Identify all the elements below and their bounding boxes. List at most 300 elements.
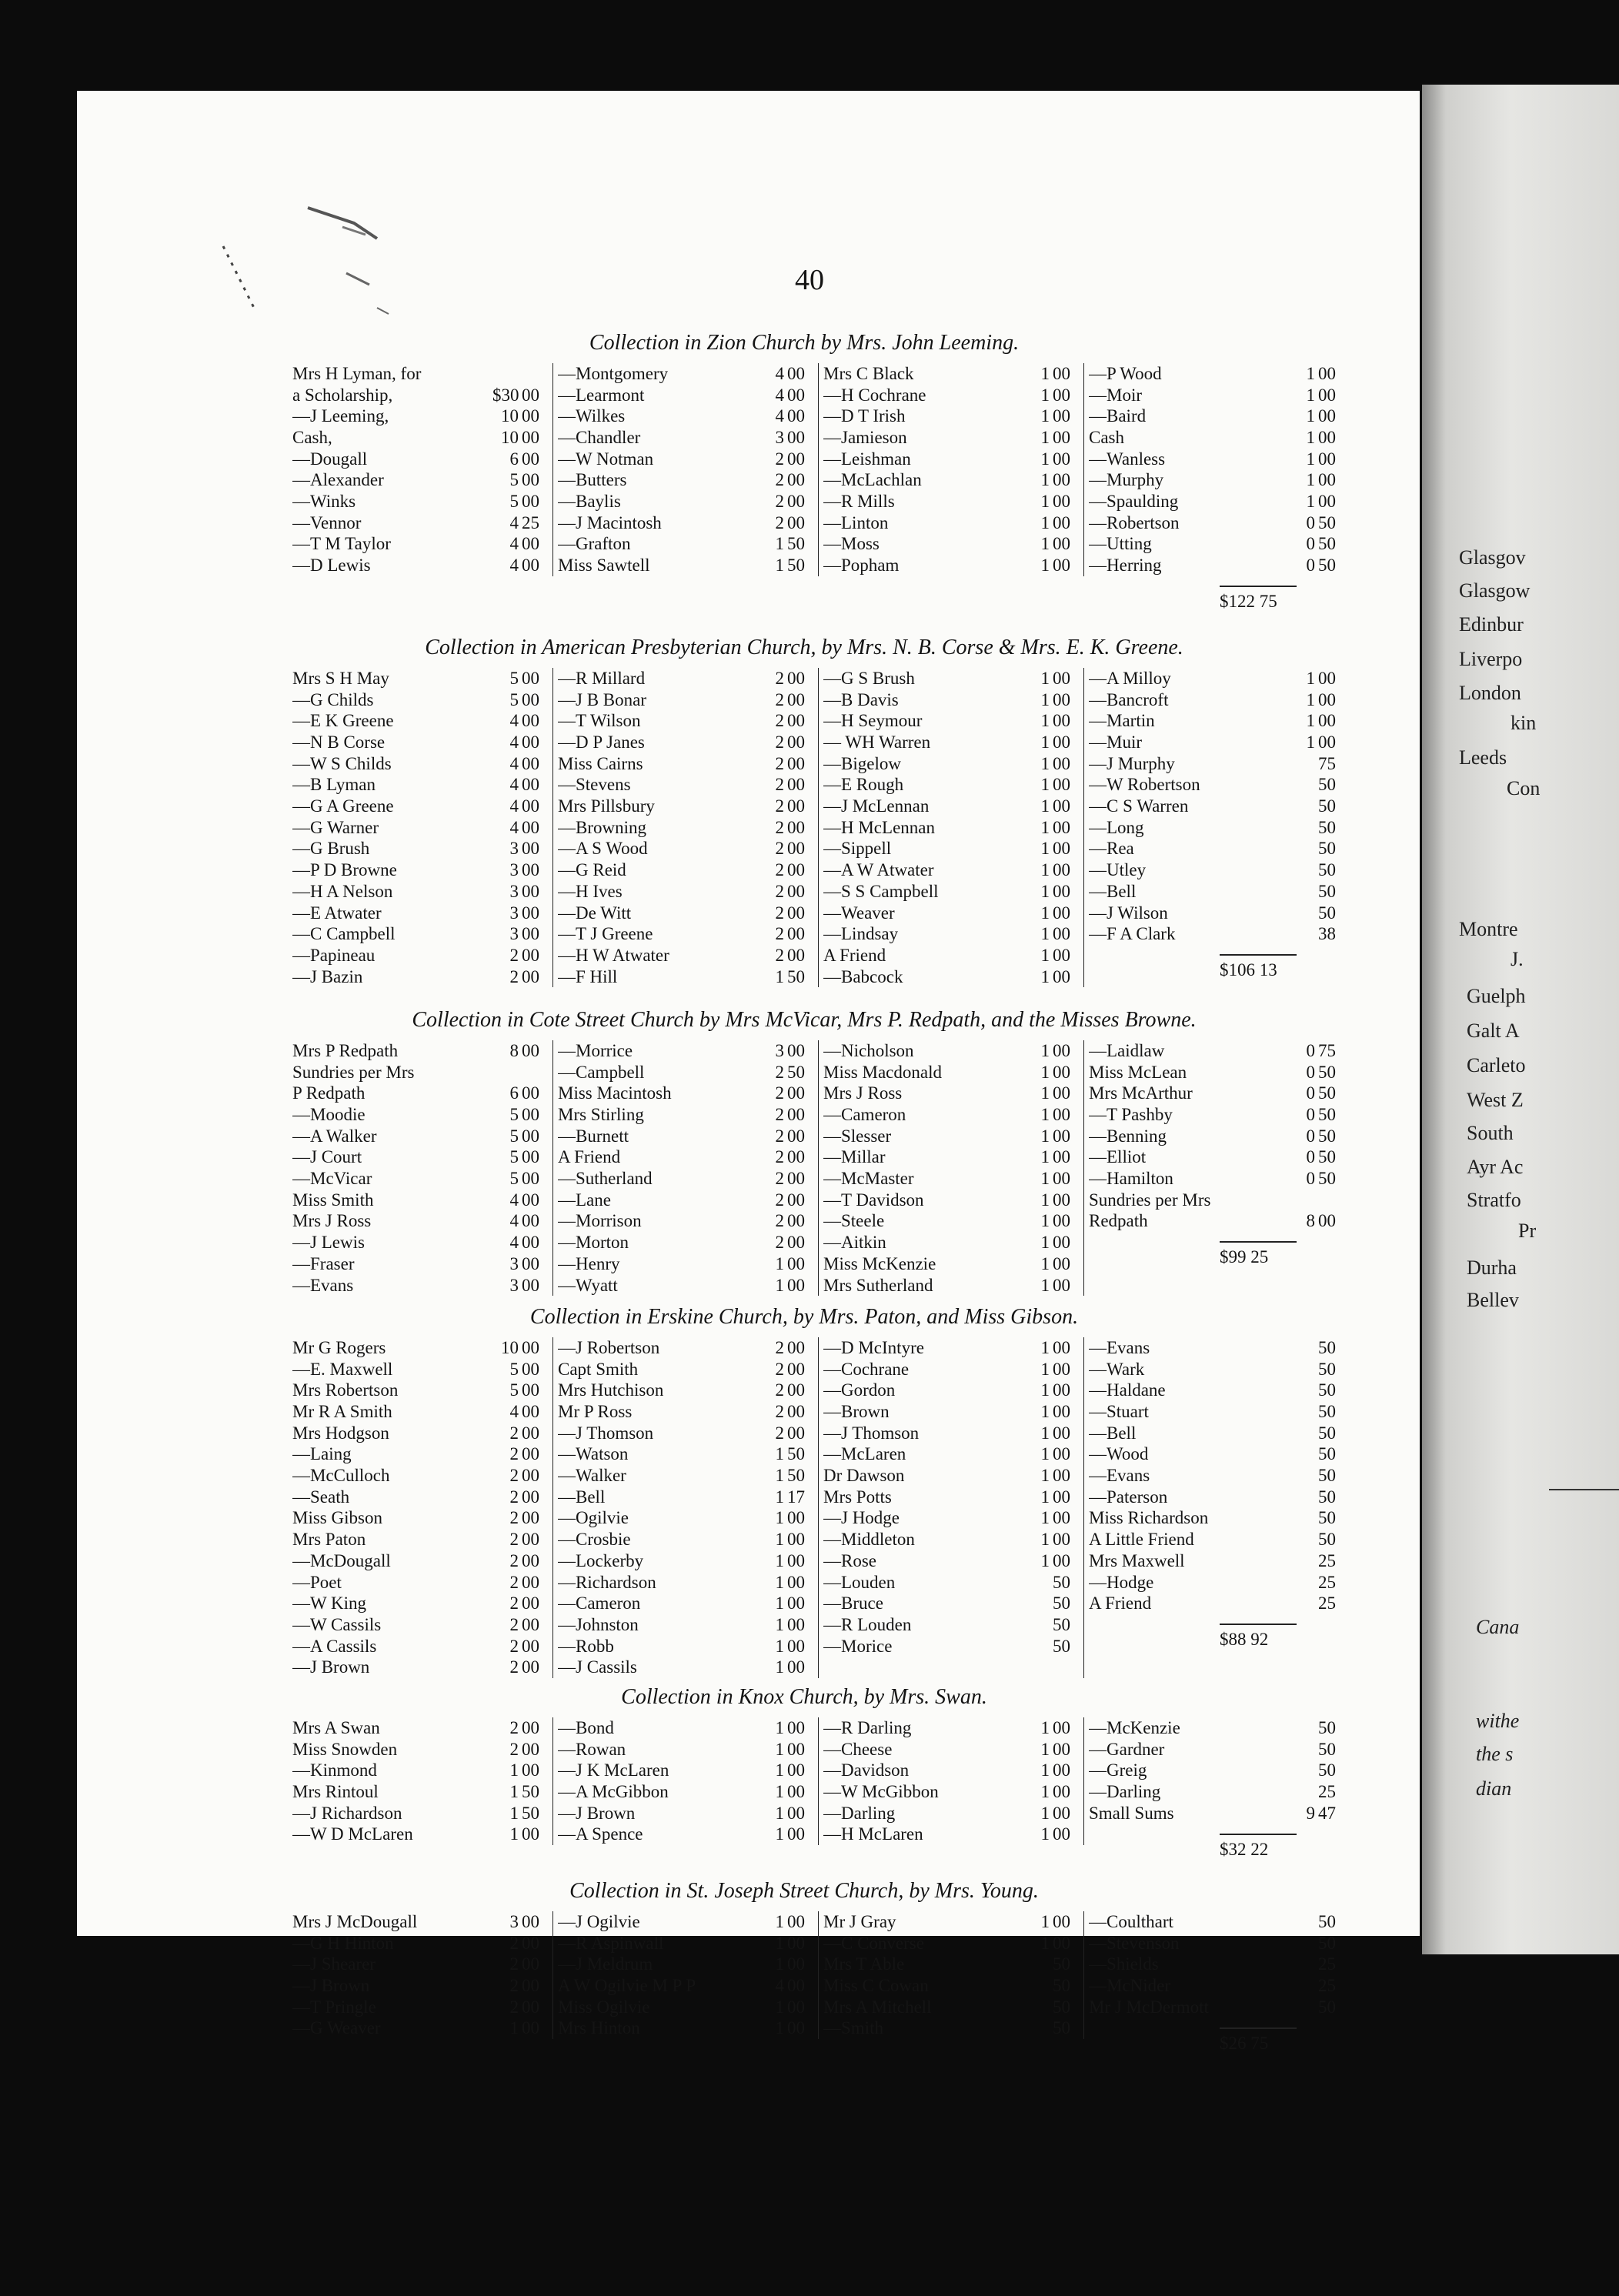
donor-name: —Steele [823, 1211, 885, 1231]
donor-entry [1089, 1760, 1343, 1781]
amount-dollars: 2 [775, 1233, 784, 1253]
donor-entry [823, 1232, 1077, 1253]
amount-cents: 00 [787, 1253, 805, 1273]
amount-dollars: 4 [509, 711, 519, 731]
donor-entry [823, 1443, 1077, 1465]
donor-name: —Rea [1089, 839, 1134, 859]
donor-name: Mrs J Ross [823, 1083, 903, 1103]
donor-name: —Watson [558, 1444, 629, 1464]
amount-dollars: 2 [775, 1147, 784, 1167]
amount-cents: 00 [522, 1572, 539, 1592]
amount-cents: 00 [787, 1803, 805, 1823]
amount-dollars: 4 [509, 796, 519, 816]
amount-cents: 00 [787, 1083, 805, 1103]
amount-dollars: 1 [775, 1253, 784, 1273]
donor-entry [558, 1911, 812, 1933]
amount-cents: 00 [522, 385, 539, 405]
section-total: $88 92 [1220, 1630, 1269, 1650]
amount-cents: 00 [522, 796, 539, 816]
amount-dollars: 0 [1306, 534, 1315, 554]
donor-entry [558, 1443, 812, 1465]
amount-dollars: 1 [775, 1760, 784, 1780]
amount-cents: 50 [1318, 1530, 1336, 1550]
donor-name: —Morton [558, 1233, 629, 1253]
donor-entry [292, 689, 546, 711]
amount-dollars: 2 [509, 945, 519, 965]
donor-entry [292, 923, 546, 945]
donor-name: —McDougall [292, 1550, 391, 1570]
amount-cents: 00 [522, 1508, 539, 1528]
amount-dollars: 2 [775, 1105, 784, 1125]
donor-entry [558, 1717, 812, 1739]
donor-name: Mrs H Lyman, for [292, 363, 422, 383]
adjacent-page-text: Pr [1518, 1220, 1537, 1242]
amount-cents: 00 [1053, 1337, 1070, 1357]
donor-name: A W Ogilvie M P P [558, 1976, 696, 1996]
donor-name: —C S Warren [1089, 796, 1189, 816]
donor-column [1084, 1040, 1343, 1296]
amount-cents: 00 [787, 668, 805, 688]
amount-dollars: 2 [775, 711, 784, 731]
amount-cents: 50 [1053, 1976, 1070, 1996]
amount-dollars: 1 [1040, 363, 1050, 383]
amount-dollars: 1 [1040, 689, 1050, 709]
amount-dollars: 1 [1040, 1040, 1050, 1060]
amount-cents: 50 [1318, 881, 1336, 901]
donor-entry [1089, 710, 1343, 732]
donor-entry [558, 1657, 812, 1678]
amount-cents: 00 [1053, 1253, 1070, 1273]
adjacent-page-text: West Z [1467, 1089, 1524, 1111]
donor-name: —Martin [1089, 711, 1155, 731]
donor-name: —Shields [1089, 1954, 1159, 1974]
section-total: $122 75 [1220, 592, 1277, 611]
amount-cents: 00 [1053, 1040, 1070, 1060]
donor-entry [292, 1975, 546, 1997]
donor-entry [558, 427, 812, 449]
amount-dollars: 1 [775, 1657, 784, 1677]
adjacent-page-text: London [1459, 682, 1521, 704]
donor-name: —Morrison [558, 1211, 642, 1231]
amount-dollars: 1 [1040, 839, 1050, 859]
donor-entry [558, 1508, 812, 1530]
donor-name: —R Aspinwall [558, 1933, 664, 1953]
donor-entry [292, 1529, 546, 1550]
amount-dollars: 0 [1306, 1169, 1315, 1189]
amount-dollars: 10 [501, 1337, 519, 1357]
donor-entry [823, 1593, 1077, 1614]
donor-name: —Cameron [823, 1105, 906, 1125]
amount-dollars: 1 [1040, 860, 1050, 880]
amount-cents: 00 [787, 1572, 805, 1592]
amount-cents: 50 [1318, 796, 1336, 816]
amount-cents: 00 [1318, 363, 1336, 383]
donor-name: —Grafton [558, 534, 631, 554]
amount-cents: 00 [1053, 1933, 1070, 1953]
donor-name: —G A Greene [292, 796, 394, 816]
donor-name: —J Meldrum [558, 1954, 653, 1974]
amount-cents: 00 [522, 1275, 539, 1295]
donor-name: —Brown [823, 1402, 890, 1422]
donor-name: Mr G Rogers [292, 1337, 386, 1357]
amount-dollars: 1 [1040, 1253, 1050, 1273]
amount-cents: 00 [787, 924, 805, 944]
donor-entry [823, 1997, 1077, 2018]
donor-entry [292, 1760, 546, 1781]
amount-cents: 50 [1318, 817, 1336, 837]
amount-dollars: 1 [1040, 1824, 1050, 1844]
donor-column [292, 1911, 553, 2039]
adjacent-page-text: Durha [1467, 1256, 1517, 1279]
amount-dollars: 1 [1040, 406, 1050, 426]
donor-name: —Moss [823, 534, 880, 554]
amount-cents: 50 [1053, 2018, 1070, 2038]
amount-cents: 00 [1053, 1782, 1070, 1802]
donor-column [553, 1911, 819, 2039]
donor-entry [558, 1359, 812, 1380]
adjacent-page-text: Glasgow [1459, 579, 1531, 602]
amount-dollars: 1 [775, 966, 784, 986]
donor-entry [1089, 1359, 1343, 1380]
donor-entry [823, 1211, 1077, 1233]
donor-entry [558, 1975, 812, 1997]
donor-entry [823, 1275, 1077, 1297]
donor-entry [823, 512, 1077, 534]
donor-name: —P Wood [1089, 363, 1162, 383]
amount-dollars: 1 [1040, 945, 1050, 965]
amount-dollars: 1 [1040, 1062, 1050, 1082]
donor-entry [1089, 1997, 1343, 2018]
amount-cents: 00 [1053, 689, 1070, 709]
donor-name: —Aitkin [823, 1233, 886, 1253]
amount-cents: 00 [522, 1233, 539, 1253]
donor-entry [558, 1550, 812, 1572]
amount-cents: 00 [1053, 1550, 1070, 1570]
collection-section [292, 1685, 1336, 1845]
amount-dollars: 2 [775, 1190, 784, 1210]
donor-name: —Henry [558, 1253, 620, 1273]
donor-entry [1089, 1380, 1343, 1401]
donor-entry [292, 839, 546, 860]
amount-dollars: 4 [509, 1211, 519, 1231]
amount-cents: 25 [1318, 1782, 1336, 1802]
donor-name: —J Shearer [292, 1954, 376, 1974]
donor-entry [1089, 405, 1343, 427]
donor-entry [1089, 668, 1343, 689]
donor-column [292, 1337, 553, 1678]
amount-dollars: 1 [1306, 428, 1315, 448]
amount-dollars: 2 [509, 1572, 519, 1592]
amount-dollars: 1 [1040, 1126, 1050, 1146]
amount-dollars: 1 [1040, 512, 1050, 532]
donor-name: P Redpath [292, 1083, 366, 1103]
amount-cents: 00 [787, 385, 805, 405]
donor-name: —W D McLaren [292, 1824, 413, 1844]
donor-entry [292, 469, 546, 491]
amount-dollars: 1 [1040, 1402, 1050, 1422]
amount-cents: 00 [787, 1380, 805, 1400]
amount-cents: 00 [1053, 1126, 1070, 1146]
donor-name: —Evans [292, 1275, 354, 1295]
amount-cents: 00 [787, 1040, 805, 1060]
donor-name: —R Mills [823, 492, 895, 512]
donor-name: Small Sums [1089, 1803, 1174, 1823]
amount-cents: 00 [1053, 1190, 1070, 1210]
amount-cents: 00 [1318, 668, 1336, 688]
amount-dollars: 2 [775, 1126, 784, 1146]
amount-cents: 00 [1053, 1083, 1070, 1103]
donor-entry [1089, 512, 1343, 534]
donor-name: —Bigelow [823, 753, 901, 773]
donor-entry [292, 405, 546, 427]
donor-column [819, 1040, 1084, 1296]
amount-dollars: 2 [775, 512, 784, 532]
donor-entry [823, 903, 1077, 924]
donor-entry [823, 710, 1077, 732]
adjacent-page-text: kin [1511, 712, 1537, 734]
amount-dollars: 5 [509, 1147, 519, 1167]
donor-name: —R Darling [823, 1717, 912, 1737]
amount-cents: 00 [522, 534, 539, 554]
amount-dollars: 1 [1040, 449, 1050, 469]
amount-cents: 00 [787, 1337, 805, 1357]
donor-name: —A Walker [292, 1126, 377, 1146]
amount-cents: 00 [522, 428, 539, 448]
donor-entry [292, 796, 546, 817]
amount-cents: 00 [1053, 1444, 1070, 1464]
donor-name: —Millar [823, 1147, 886, 1167]
donor-name: Mrs S H May [292, 668, 389, 688]
donor-entry [558, 1933, 812, 1954]
donor-entry [292, 1062, 546, 1083]
donor-entry [558, 1104, 812, 1126]
donor-entry [292, 710, 546, 732]
amount-dollars: 1 [509, 2018, 519, 2038]
donor-name: Mrs A Swan [292, 1717, 380, 1737]
amount-cents: 00 [787, 1190, 805, 1210]
amount-cents: 00 [522, 1530, 539, 1550]
amount-cents: 50 [1318, 1105, 1336, 1125]
donor-name: Mrs Hutchison [558, 1380, 664, 1400]
donor-entry [823, 1126, 1077, 1147]
donor-name: Miss C Cowan [823, 1976, 929, 1996]
donor-entry [823, 1465, 1077, 1487]
donor-name: —J McLennan [823, 796, 930, 816]
donor-entry [1089, 1803, 1343, 1824]
amount-cents: 50 [1318, 1423, 1336, 1443]
amount-dollars: 4 [775, 363, 784, 383]
donor-name: —A Milloy [1089, 668, 1171, 688]
amount-dollars: 1 [1040, 1337, 1050, 1357]
donor-entry [292, 1803, 546, 1824]
donor-column [1084, 1717, 1343, 1845]
donor-name: —Babcock [823, 966, 903, 986]
amount-dollars: 1 [1040, 775, 1050, 795]
donor-name: —McLachlan [823, 470, 922, 490]
amount-dollars: 0 [1306, 1105, 1315, 1125]
donor-name: —J Lewis [292, 1233, 365, 1253]
donor-name: —A Spence [558, 1824, 643, 1844]
donor-entry [1089, 1337, 1343, 1359]
donor-entry [558, 668, 812, 689]
donor-name: —Rowan [558, 1739, 626, 1759]
adjacent-page-text: the s [1476, 1743, 1514, 1765]
section-total: $99 25 [1220, 1247, 1269, 1267]
amount-cents: 00 [787, 1739, 805, 1759]
donor-entry [292, 1824, 546, 1845]
amount-cents: 00 [522, 1933, 539, 1953]
amount-dollars: 1 [509, 1803, 519, 1823]
amount-dollars: 1 [1306, 733, 1315, 753]
amount-cents: 50 [1053, 1572, 1070, 1592]
section-title: Collection in Knox Church, by Mrs. Swan. [621, 1685, 987, 1709]
amount-dollars: 3 [509, 881, 519, 901]
donor-entry [823, 1803, 1077, 1824]
amount-dollars: 2 [509, 1933, 519, 1953]
donor-name: —T Pashby [1089, 1105, 1173, 1125]
amount-cents: 00 [1053, 1530, 1070, 1550]
donor-name: —J Wilson [1089, 903, 1168, 923]
amount-cents: 00 [522, 1253, 539, 1273]
amount-cents: 00 [522, 1824, 539, 1844]
amount-cents: 00 [1053, 1760, 1070, 1780]
amount-dollars: 5 [509, 1105, 519, 1125]
amount-dollars: 2 [509, 1508, 519, 1528]
amount-cents: 00 [787, 1954, 805, 1974]
amount-dollars: 1 [1306, 689, 1315, 709]
amount-dollars: 2 [775, 860, 784, 880]
amount-dollars: 1 [1040, 924, 1050, 944]
donor-name: —E Rough [823, 775, 904, 795]
donor-name: —McKenzie [1089, 1717, 1180, 1737]
amount-dollars: 5 [509, 1359, 519, 1379]
donor-name: —J Richardson [292, 1803, 402, 1823]
donor-entry [558, 1380, 812, 1401]
amount-cents: 00 [787, 1824, 805, 1844]
amount-dollars: 1 [775, 1572, 784, 1592]
amount-cents: 00 [787, 881, 805, 901]
amount-dollars: 5 [509, 1169, 519, 1189]
donor-name: —Wood [1089, 1444, 1149, 1464]
donor-name: Miss Macintosh [558, 1083, 672, 1103]
donor-entry [558, 1146, 812, 1168]
donor-entry [823, 1508, 1077, 1530]
amount-dollars: 1 [1040, 1444, 1050, 1464]
donor-column [1084, 1337, 1343, 1678]
amount-dollars: 1 [1306, 406, 1315, 426]
amount-dollars: 2 [509, 966, 519, 986]
donor-entry [1089, 1717, 1343, 1739]
amount-cents: 50 [522, 1803, 539, 1823]
donor-name: Cash, [292, 428, 332, 448]
amount-cents: 00 [1318, 385, 1336, 405]
amount-dollars: 2 [775, 1359, 784, 1379]
amount-cents: 00 [522, 1760, 539, 1780]
donor-name: —Wanless [1089, 449, 1166, 469]
adjacent-page-text: Montre [1459, 918, 1518, 940]
donor-entry [558, 1803, 812, 1824]
amount-dollars: 2 [775, 903, 784, 923]
donor-entry [558, 449, 812, 470]
amount-dollars: 0 [1306, 512, 1315, 532]
amount-cents: 25 [1318, 1550, 1336, 1570]
donor-entry [823, 1781, 1077, 1803]
amount-cents: 50 [522, 1782, 539, 1802]
donor-column [819, 1337, 1084, 1678]
donor-name: —Benning [1089, 1126, 1167, 1146]
amount-dollars: 1 [1040, 556, 1050, 576]
amount-dollars: 2 [775, 1211, 784, 1231]
amount-dollars: 0 [1306, 1062, 1315, 1082]
amount-dollars: 1 [1306, 668, 1315, 688]
donor-name: —C Converse [823, 1933, 924, 1953]
donor-name: —Muir [1089, 733, 1142, 753]
amount-cents: 00 [787, 1594, 805, 1614]
donor-name: —R Louden [823, 1614, 912, 1634]
donor-entry [558, 945, 812, 966]
donor-name: Mrs A Mitchell [823, 1997, 932, 2017]
amount-cents: 00 [522, 945, 539, 965]
donor-name: A Friend [1089, 1594, 1152, 1614]
donor-name: —Johnston [558, 1614, 639, 1634]
amount-cents: 00 [1053, 428, 1070, 448]
donor-entry [823, 2017, 1077, 2039]
donor-entry [1089, 1168, 1343, 1190]
amount-cents: 00 [522, 1040, 539, 1060]
amount-cents: 50 [1318, 1444, 1336, 1464]
amount-dollars: 5 [509, 689, 519, 709]
donor-entry [292, 534, 546, 556]
amount-dollars: 2 [509, 1444, 519, 1464]
amount-dollars: 1 [1040, 1911, 1050, 1931]
amount-dollars: 2 [775, 1423, 784, 1443]
amount-cents: 00 [1053, 796, 1070, 816]
amount-cents: 25 [1318, 1976, 1336, 1996]
adjacent-page-text: Stratfo [1467, 1189, 1521, 1211]
amount-dollars: 0 [1306, 1126, 1315, 1146]
donor-entry [292, 1550, 546, 1572]
donor-entry [558, 1781, 812, 1803]
donor-entry [558, 534, 812, 556]
donor-entry [292, 753, 546, 775]
donor-name: —J Brown [558, 1803, 636, 1823]
amount-dollars: 5 [509, 1380, 519, 1400]
donor-name: Miss Cairns [558, 753, 643, 773]
amount-dollars: 5 [509, 470, 519, 490]
donor-entry [292, 817, 546, 839]
donor-name: —D McIntyre [823, 1337, 924, 1357]
amount-cents: 00 [1318, 733, 1336, 753]
amount-dollars: 2 [509, 1717, 519, 1737]
donor-name: —Lindsay [823, 924, 899, 944]
amount-dollars: 4 [509, 775, 519, 795]
adjacent-page [1422, 85, 1619, 1954]
amount-cents: 50 [1318, 512, 1336, 532]
amount-cents: 50 [1318, 1402, 1336, 1422]
donor-name: —E Atwater [292, 903, 382, 923]
donor-entry [1089, 1401, 1343, 1423]
donor-name: —Stevens [558, 775, 631, 795]
donor-entry [292, 1359, 546, 1380]
donor-name: —Stevenson [1089, 1933, 1180, 1953]
amount-dollars: 1 [775, 1997, 784, 2017]
amount-cents: 00 [522, 881, 539, 901]
donor-entry [558, 1126, 812, 1147]
donor-name: —McCulloch [292, 1466, 390, 1486]
donor-name: —Burnett [558, 1126, 629, 1146]
amount-cents: 00 [787, 1423, 805, 1443]
amount-dollars: 1 [775, 1530, 784, 1550]
